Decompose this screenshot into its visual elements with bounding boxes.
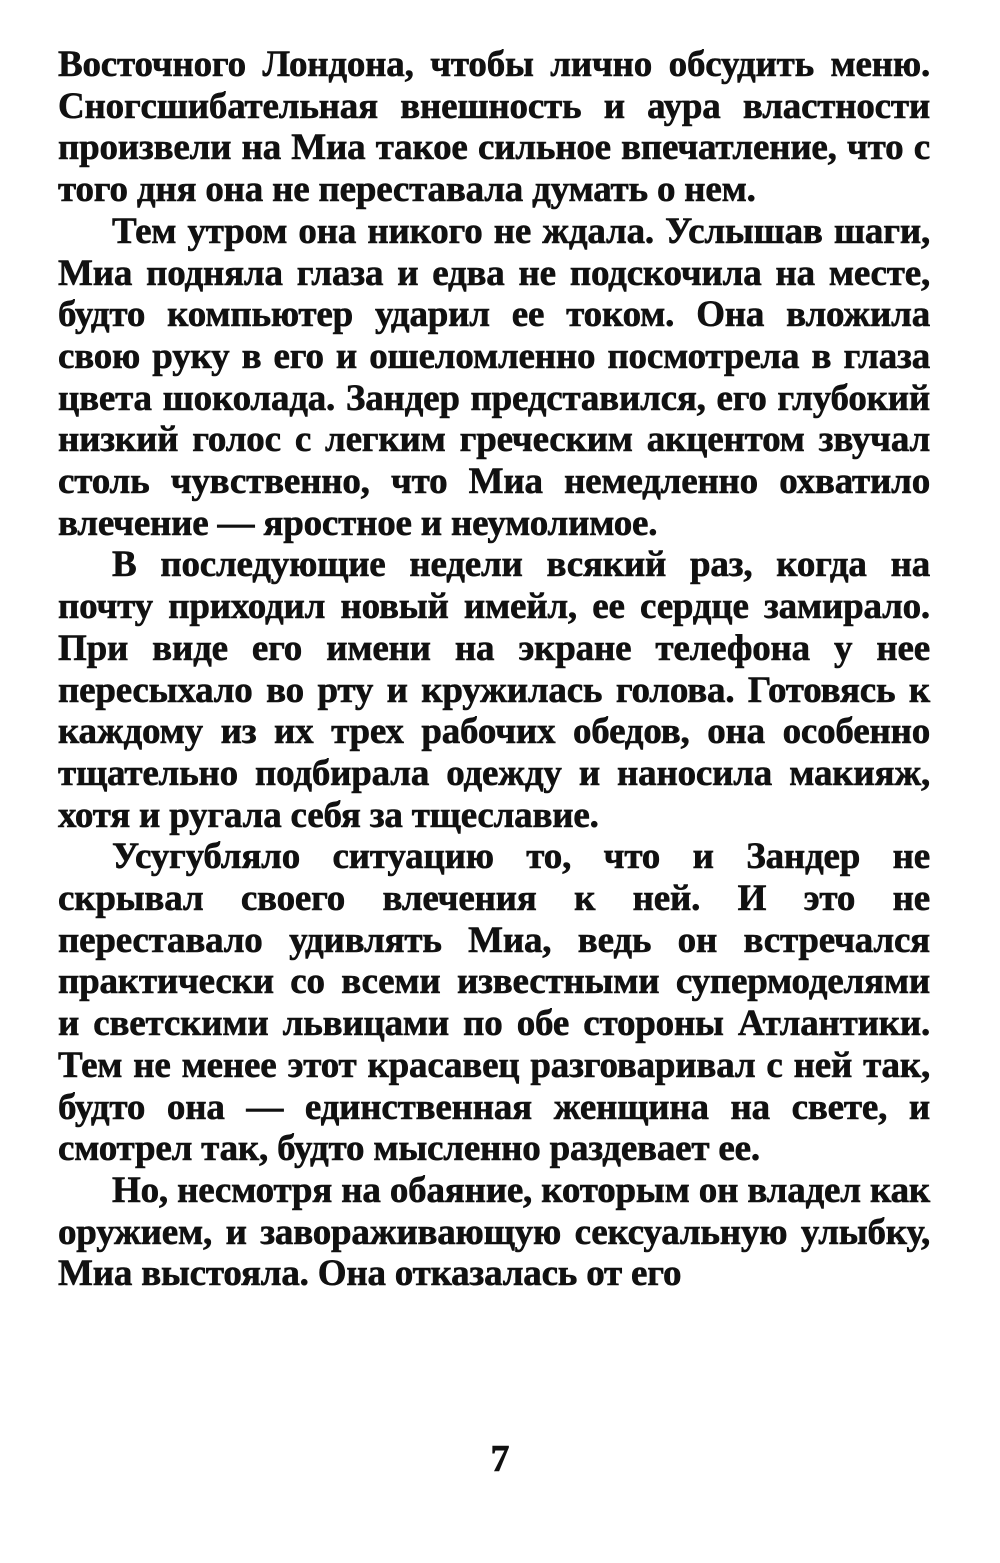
paragraph: Но, несмотря на обаяние, которым он владел как оружием, и завораживающую сексуальную улыбку, Миа выстояла. Она отказалась от его bbox=[58, 1169, 930, 1295]
paragraph-continuation: Восточного Лондона, чтобы лично обсудить меню. Сногсшибательная внешность и аура властности произвели на Миа такое сильное впечатление, что с того дня она не переставала думать о нем. bbox=[58, 44, 930, 211]
paragraph: В последующие недели всякий раз, когда на почту приходил новый имейл, ее сердце замирало. При виде его имени на экране телефона у нее пересыхало во рту и кружилась голова. Готовясь к каждому из их трех рабочих обедов, она особенно тщательно подбирала одежду и наносила макияж, хотя и ругала себя за тщеславие. bbox=[58, 544, 930, 836]
paragraph: Усугубляло ситуацию то, что и Зандер не скрывал своего влечения к ней. И это не переставало удивлять Миа, ведь он встречался практически со всеми известными супермоделями и светскими львицами по обе стороны Атлантики. Тем не менее этот красавец разговаривал с ней так, будто она — единственная женщина на свете, и смотрел так, будто мысленно раздевает ее. bbox=[58, 836, 930, 1170]
body-text bbox=[58, 44, 930, 1295]
page-number: 7 bbox=[490, 1438, 510, 1480]
paragraph: Тем утром она никого не ждала. Услышав шаги, Миа подняла глаза и едва не подскочила на месте, будто компьютер ударил ее током. Она вложила свою руку в его и ошеломленно посмотрела в глаза цвета шоколада. Зандер представился, его глубокий низкий голос с легким греческим акцентом звучал столь чувственно, что Миа немедленно охватило влечение — яростное и неумолимое. bbox=[58, 210, 930, 544]
